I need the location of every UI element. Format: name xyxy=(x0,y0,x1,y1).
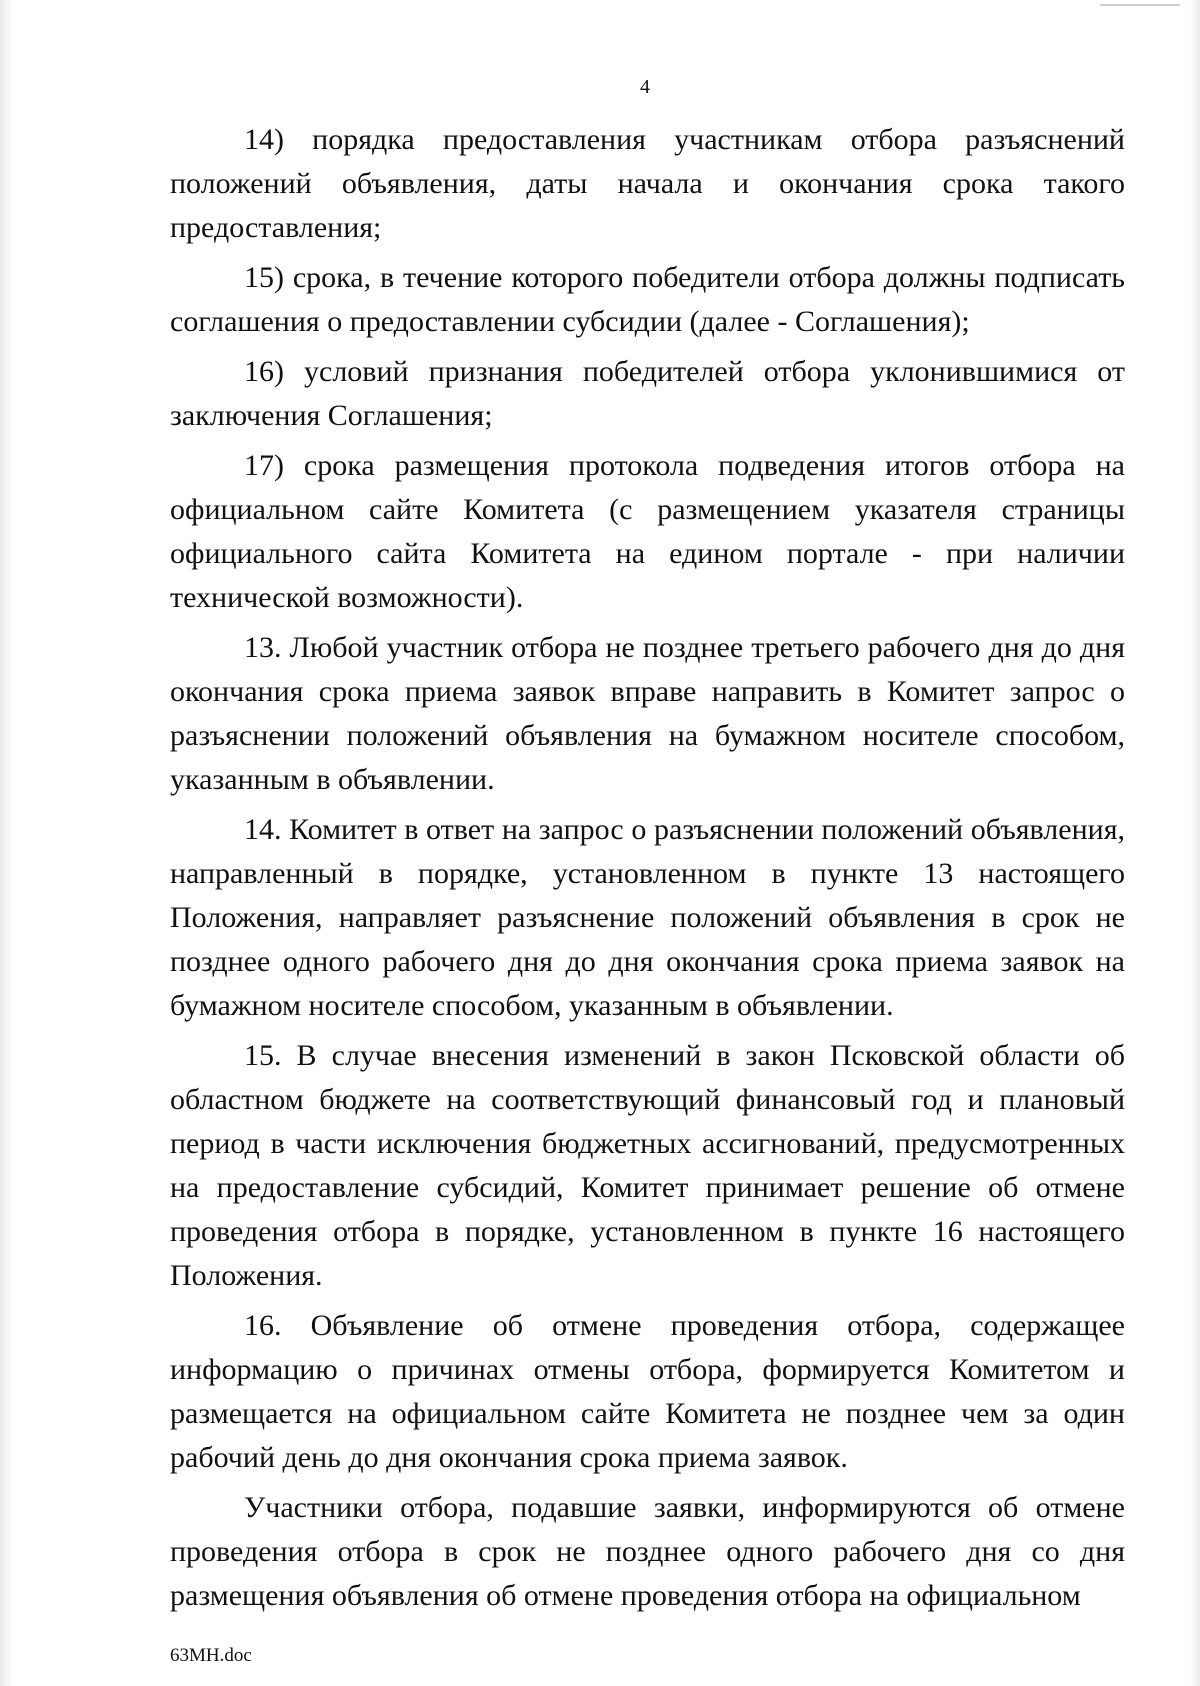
paragraph-clause-13: 13. Любой участник отбора не позднее третьего рабочего дня до дня окончания срока приема заявок вправе направить в Комитет запрос о разъяснении положений объявления на бумажном носителе способом, указанным в объявлении. xyxy=(170,631,1125,796)
footer-filename: 63МН.doc xyxy=(170,1645,252,1666)
paragraph-item-15: 15) срока, в течение которого победители отбора должны подписать соглашения о предоставлении субсидии (далее - Соглашения); xyxy=(170,261,1125,338)
paragraph-item-14: 14) порядка предоставления участникам отбора разъяснений положений объявления, даты начала и окончания срока такого предоставления; xyxy=(170,123,1125,244)
paragraph-participants-notice: Участники отбора, подавшие заявки, информируются об отмене проведения отбора в срок не позднее одного рабочего дня со дня размещения объявления об отмене проведения отбора на официальном xyxy=(170,1491,1125,1612)
scan-top-mark xyxy=(1100,4,1180,6)
paragraph-item-17: 17) срока размещения протокола подведения итогов отбора на официальном сайте Комитета (с размещением указателя страницы официального сайта Комитета на едином портале - при наличии технической возможности). xyxy=(170,449,1125,614)
paragraph-clause-14: 14. Комитет в ответ на запрос о разъяснении положений объявления, направленный в порядке, установленном в пункте 13 настоящего Положения, направляет разъяснение положений объявления в срок не позднее одного рабочего дня до дня окончания срока приема заявок на бумажном носителе способом, указанным в объявлении. xyxy=(170,813,1125,1022)
paragraph-clause-16: 16. Объявление об отмене проведения отбора, содержащее информацию о причинах отмены отбора, формируется Комитетом и размещается на официальном сайте Комитета не позднее чем за один рабочий день до дня окончания срока приема заявок. xyxy=(170,1309,1125,1474)
document-body xyxy=(170,118,1125,1618)
paragraph-clause-15: 15. В случае внесения изменений в закон Псковской области об областном бюджете на соответствующий финансовый год и плановый период в части исключения бюджетных ассигнований, предусмотренных на предоставление субсидий, Комитет принимает решение об отмене проведения отбора в порядке, установленном в пункте 16 настоящего Положения. xyxy=(170,1039,1125,1292)
page-number: 4 xyxy=(640,76,650,98)
scan-edge-left xyxy=(0,0,14,1686)
scan-edge-right xyxy=(1190,0,1200,1686)
paragraph-item-16: 16) условий признания победителей отбора уклонившимися от заключения Соглашения; xyxy=(170,355,1125,432)
